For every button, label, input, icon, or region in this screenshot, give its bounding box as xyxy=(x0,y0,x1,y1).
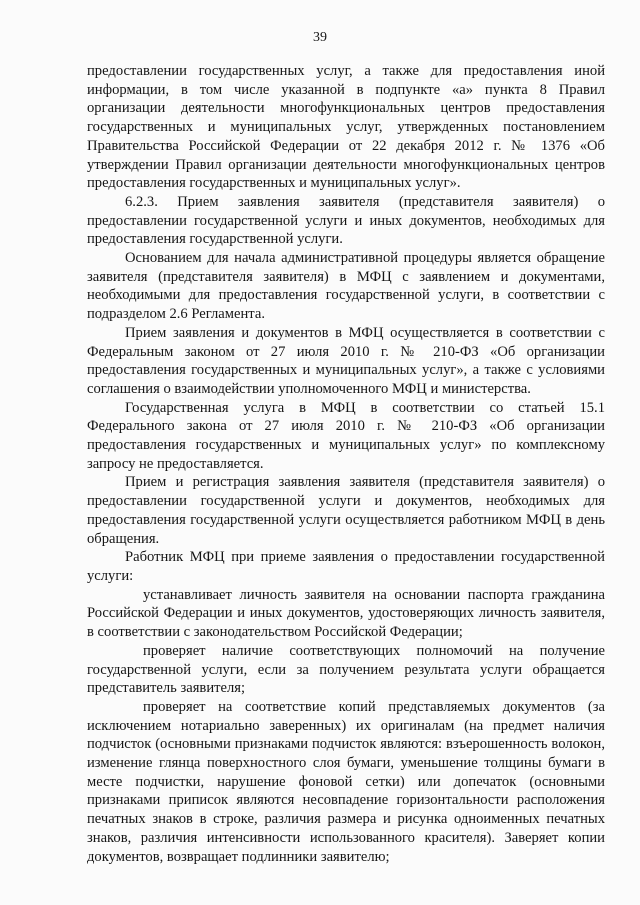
paragraph-basis: Основанием для начала административной процедуры является обращение заявителя (представителя заявителя) в МФЦ с заявлением и документами, необходимыми для предоставления государственной услуги, в соответствии с подразделом 2.6 Регламента. xyxy=(87,250,605,323)
paragraph-6-2-3: 6.2.3. Прием заявления заявителя (представителя заявителя) о предоставлении государственной услуги и иных документов, необходимых для предоставления государственной услуги. xyxy=(87,193,605,248)
list-item-authority: проверяет наличие соответствующих полномочий на получение государственной услуги, если за получением результата услуги обращается представитель заявителя; xyxy=(87,642,605,697)
list-item-copies: проверяет на соответствие копий представляемых документов (за исключением нотариально заверенных) их оригиналам (на предмет наличия подчисток (основными признаками подчисток являются: взъерошенность волокон, изменение глянца поверхностного слоя бумаги, уменьшение толщины бумаги в месте подчистки, нарушение фоновой сетки) или допечаток (основными признаками приписок являются несовпадение горизонтальности расположения печатных знаков в строке, различия размера и рисунка одноименных печатных знаков, различия интенсивности использованного красителя). Заверяет копии документов, возвращает подлинники заявителю; xyxy=(87,698,605,865)
page-number: 39 xyxy=(313,30,327,45)
paragraph-complex-request: Государственная услуга в МФЦ в соответствии со статьей 15.1 Федерального закона от 27 июля 2010 г. № 210-ФЗ «Об организации предоставления государственных и муниципальных услуг» по комплексному запросу не предоставляется. xyxy=(87,399,605,472)
list-item-identity: устанавливает личность заявителя на основании паспорта гражданина Российской Федерации и иных документов, удостоверяющих личность заявителя, в соответствии с законодательством Российской Федерации; xyxy=(87,586,605,641)
paragraph-continuation: предоставлении государственных услуг, а также для предоставления иной информации, в том числе указанной в подпункте «а» пункта 8 Правил организации деятельности многофункциональных центров предоставления государственных и муниципальных услуг, утвержденных постановлением Правительства Российской Федерации от 22 декабря 2012 г. № 1376 «Об утверждении Правил организации деятельности многофункциональных центров предоставления государственных и муниципальных услуг». xyxy=(87,63,605,192)
paragraph-reception: Прием заявления и документов в МФЦ осуществляется в соответствии с Федеральным законом от 27 июля 2010 г. № 210-ФЗ «Об организации предоставления государственных и муниципальных услуг», а также с условиями соглашения о взаимодействии уполномоченного МФЦ и министерства. xyxy=(87,324,605,397)
paragraph-registration: Прием и регистрация заявления заявителя (представителя заявителя) о предоставлении государственной услуги и документов, необходимых для предоставления государственной услуги осуществляется работником МФЦ в день обращения. xyxy=(87,474,605,547)
paragraph-worker-duties: Работник МФЦ при приеме заявления о предоставлении государственной услуги: xyxy=(87,549,605,584)
body-text xyxy=(87,62,605,866)
